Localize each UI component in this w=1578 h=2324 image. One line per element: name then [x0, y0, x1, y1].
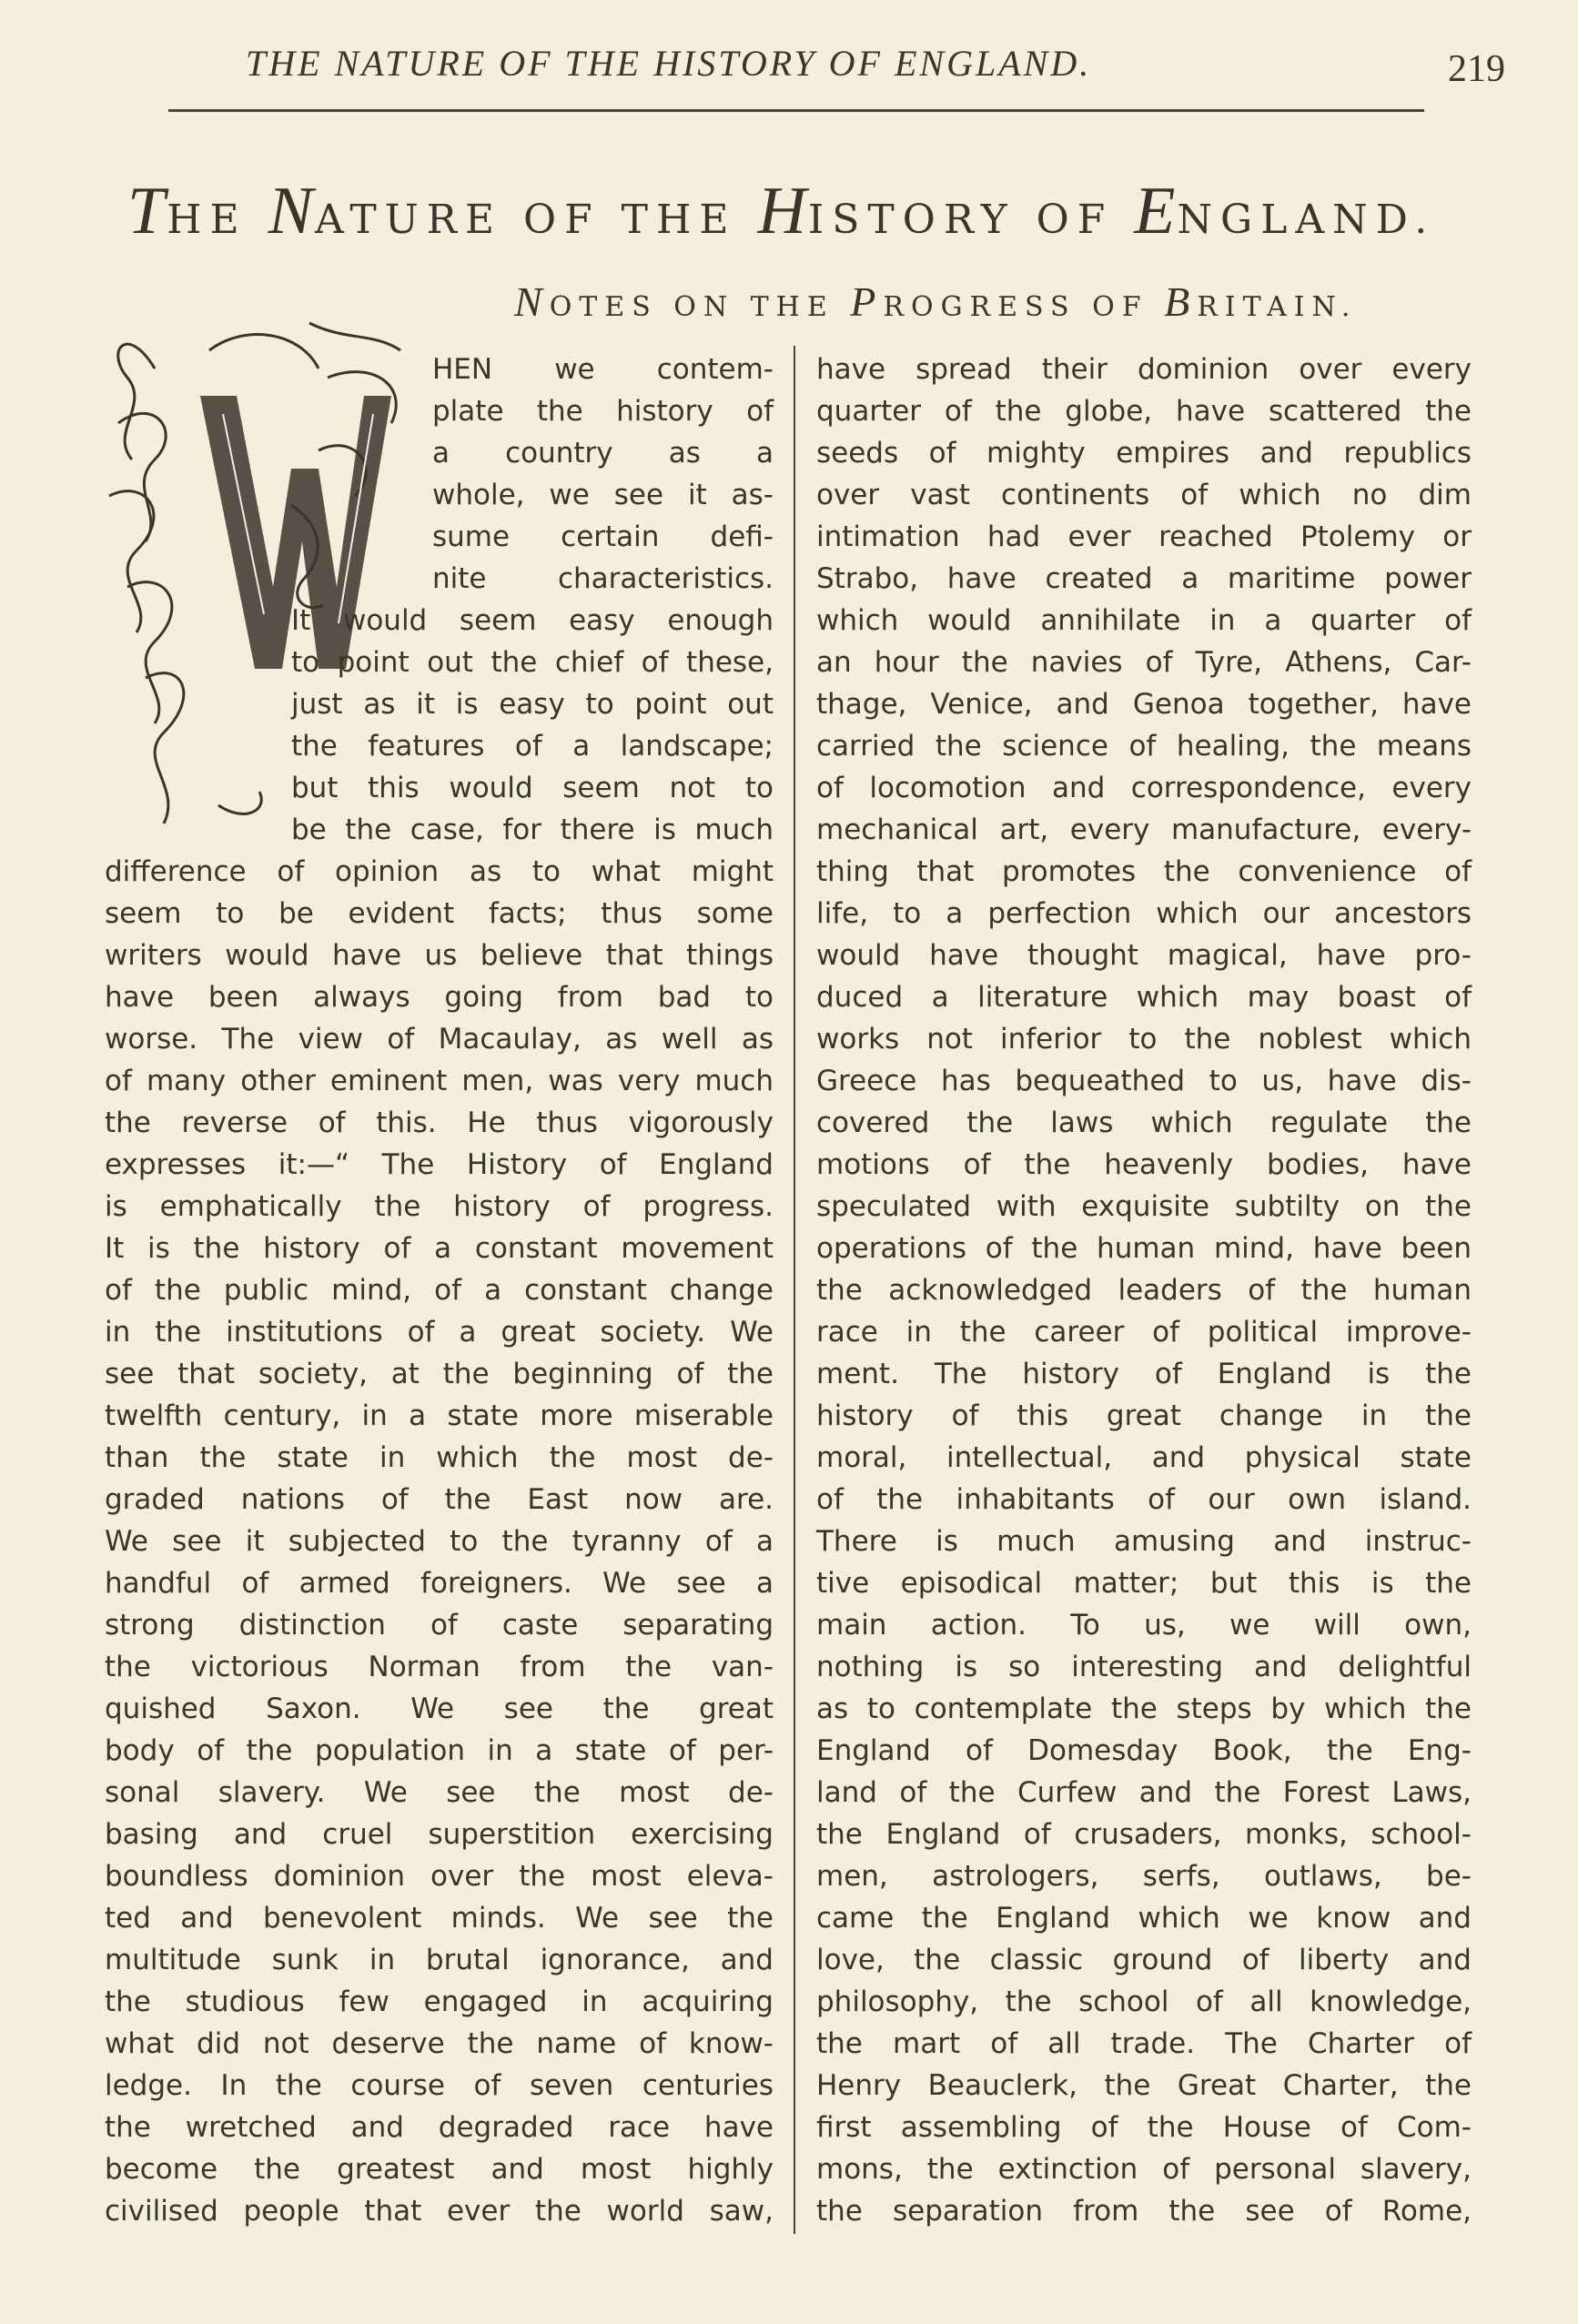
text-line: a country as a: [432, 437, 774, 470]
text-line: whole, we see it as-: [432, 479, 774, 511]
title-rest: NGLAND.: [1177, 197, 1436, 243]
text-line: It would seem easy enough: [291, 604, 774, 637]
text-line: first assembling of the House of Com-: [816, 2111, 1472, 2144]
text-line: nite characteristics.: [432, 562, 774, 595]
text-line: seeds of mighty empires and republics: [816, 437, 1472, 470]
subtitle-rest: ROGRESS OF: [883, 291, 1165, 323]
text-line: have been always going from bad to: [105, 981, 774, 1014]
text-line: the reverse of this. He thus vigorously: [105, 1106, 774, 1139]
text-line: sume certain defi-: [432, 520, 774, 553]
title-cap: T: [127, 174, 167, 248]
text-line: to point out the chief of these,: [291, 646, 774, 679]
text-line: basing and cruel superstition exercising: [105, 1818, 774, 1851]
title-cap: N: [268, 174, 315, 248]
text-line: Greece has bequeathed to us, have dis-: [816, 1065, 1472, 1097]
text-line: men, astrologers, serfs, outlaws, be-: [816, 1860, 1472, 1893]
text-line: ledge. In the course of seven centuries: [105, 2069, 774, 2102]
running-head-title: THE NATURE OF THE HISTORY OF ENGLAND.: [246, 43, 1092, 84]
title-cap: H: [757, 174, 808, 248]
text-line: There is much amusing and instruc-: [816, 1525, 1472, 1558]
text-line: race in the career of political improve-: [816, 1316, 1472, 1349]
title-rest: ISTORY OF: [807, 197, 1135, 243]
text-line: plate the history of: [432, 395, 774, 428]
text-line: become the greatest and most highly: [105, 2153, 774, 2186]
text-line: land of the Curfew and the Forest Laws,: [816, 1776, 1472, 1809]
text-line: motions of the heavenly bodies, have: [816, 1148, 1472, 1181]
text-line: see that society, at the beginning of the: [105, 1358, 774, 1390]
text-line: quished Saxon. We see the great: [105, 1692, 774, 1725]
text-line: the features of a landscape;: [291, 730, 774, 763]
text-line: seem to be evident facts; thus some: [105, 897, 774, 930]
text-line: speculated with exquisite subtilty on the: [816, 1190, 1472, 1223]
text-line: thing that promotes the convenience of: [816, 855, 1472, 888]
text-line: philosophy, the school of all knowledge,: [816, 1986, 1472, 2018]
text-line: the separation from the see of Rome,: [816, 2195, 1472, 2228]
text-line: ted and benevolent minds. We see the: [105, 1902, 774, 1935]
text-line: of many other eminent men, was very much: [105, 1065, 774, 1097]
text-line: the victorious Norman from the van-: [105, 1651, 774, 1683]
text-line: have spread their dominion over every: [816, 353, 1472, 386]
text-line: body of the population in a state of per-: [105, 1734, 774, 1767]
text-line: It is the history of a constant movement: [105, 1232, 774, 1265]
title-word: [757, 174, 1135, 248]
text-line: HEN we contem-: [432, 353, 774, 386]
text-line: the acknowledged leaders of the human: [816, 1274, 1472, 1307]
text-line: multitude sunk in brutal ignorance, and: [105, 1944, 774, 1976]
text-line: sonal slavery. We see the most de-: [105, 1776, 774, 1809]
text-line: of the public mind, of a constant change: [105, 1274, 774, 1307]
text-line: history of this great change in the: [816, 1399, 1472, 1432]
text-line: came the England which we know and: [816, 1902, 1472, 1935]
text-line: would have thought magical, have pro-: [816, 939, 1472, 972]
text-line: an hour the navies of Tyre, Athens, Car-: [816, 646, 1472, 679]
header-rule: [168, 109, 1424, 112]
title-word: [127, 174, 268, 248]
text-line: is emphatically the history of progress.: [105, 1190, 774, 1223]
text-line: twelfth century, in a state more miserable: [105, 1399, 774, 1432]
text-line: strong distinction of caste separating: [105, 1609, 774, 1642]
title-word: [268, 174, 758, 248]
text-line: over vast continents of which no dim: [816, 479, 1472, 511]
text-line: just as it is easy to point out: [291, 688, 774, 721]
right-column: [816, 349, 1472, 2232]
text-line: tive episodical matter; but this is the: [816, 1567, 1472, 1600]
text-line: what did not deserve the name of know-: [105, 2027, 774, 2060]
text-line: in the institutions of a great society. We: [105, 1316, 774, 1349]
text-line: than the state in which the most de-: [105, 1441, 774, 1474]
text-line: as to contemplate the steps by which the: [816, 1692, 1472, 1725]
subtitle-cap: N: [514, 278, 550, 325]
page-number: 219: [1448, 48, 1505, 90]
text-line: be the case, for there is much: [291, 813, 774, 846]
subtitle-cap: B: [1164, 278, 1198, 325]
text-line: carried the science of healing, the means: [816, 730, 1472, 763]
text-line: which would annihilate in a quarter of: [816, 604, 1472, 637]
text-line: the wretched and degraded race have: [105, 2111, 774, 2144]
text-line: the mart of all trade. The Charter of: [816, 2027, 1472, 2060]
text-line: nothing is so interesting and delightful: [816, 1651, 1472, 1683]
text-line: civilised people that ever the world saw,: [105, 2195, 774, 2228]
article-title: [127, 173, 1492, 250]
text-line: the England of crusaders, monks, school-: [816, 1818, 1472, 1851]
text-line: graded nations of the East now are.: [105, 1483, 774, 1516]
text-line: life, to a perfection which our ancestors: [816, 897, 1472, 930]
title-rest: ATURE OF THE: [315, 197, 758, 243]
title-rest: HE: [167, 197, 268, 243]
text-line: main action. To us, we will own,: [816, 1609, 1472, 1642]
left-column: [105, 349, 774, 2232]
text-line: difference of opinion as to what might: [105, 855, 774, 888]
text-line: but this would seem not to: [291, 772, 774, 804]
subtitle-rest: OTES ON THE: [549, 291, 851, 323]
text-line: works not inferior to the noblest which: [816, 1023, 1472, 1056]
subtitle-cap: P: [850, 278, 884, 325]
text-line: covered the laws which regulate the: [816, 1106, 1472, 1139]
text-line: England of Domesday Book, the Eng-: [816, 1734, 1472, 1767]
text-line: handful of armed foreigners. We see a: [105, 1567, 774, 1600]
title-word: [1134, 174, 1436, 248]
text-line: the studious few engaged in acquiring: [105, 1986, 774, 2018]
title-cap: E: [1134, 174, 1178, 248]
text-line: moral, intellectual, and physical state: [816, 1441, 1472, 1474]
text-line: Henry Beauclerk, the Great Charter, the: [816, 2069, 1472, 2102]
text-line: writers would have us believe that things: [105, 939, 774, 972]
text-line: quarter of the globe, have scattered the: [816, 395, 1472, 428]
subtitle-rest: RITAIN.: [1197, 291, 1358, 323]
text-line: mechanical art, every manufacture, every-: [816, 813, 1472, 846]
text-line: Strabo, have created a maritime power: [816, 562, 1472, 595]
text-line: love, the classic ground of liberty and: [816, 1944, 1472, 1976]
text-line: expresses it:—“ The History of England: [105, 1148, 774, 1181]
text-line: worse. The view of Macaulay, as well as: [105, 1023, 774, 1056]
text-line: operations of the human mind, have been: [816, 1232, 1472, 1265]
text-line: thage, Venice, and Genoa together, have: [816, 688, 1472, 721]
text-line: We see it subjected to the tyranny of a: [105, 1525, 774, 1558]
text-line: mons, the extinction of personal slavery,: [816, 2153, 1472, 2186]
text-line: intimation had ever reached Ptolemy or: [816, 520, 1472, 553]
column-divider: [794, 346, 795, 2234]
article-subtitle: [514, 278, 1357, 326]
text-line: ment. The history of England is the: [816, 1358, 1472, 1390]
text-line: boundless dominion over the most eleva-: [105, 1860, 774, 1893]
text-line: duced a literature which may boast of: [816, 981, 1472, 1014]
text-line: of locomotion and correspondence, every: [816, 772, 1472, 804]
text-line: of the inhabitants of our own island.: [816, 1483, 1472, 1516]
